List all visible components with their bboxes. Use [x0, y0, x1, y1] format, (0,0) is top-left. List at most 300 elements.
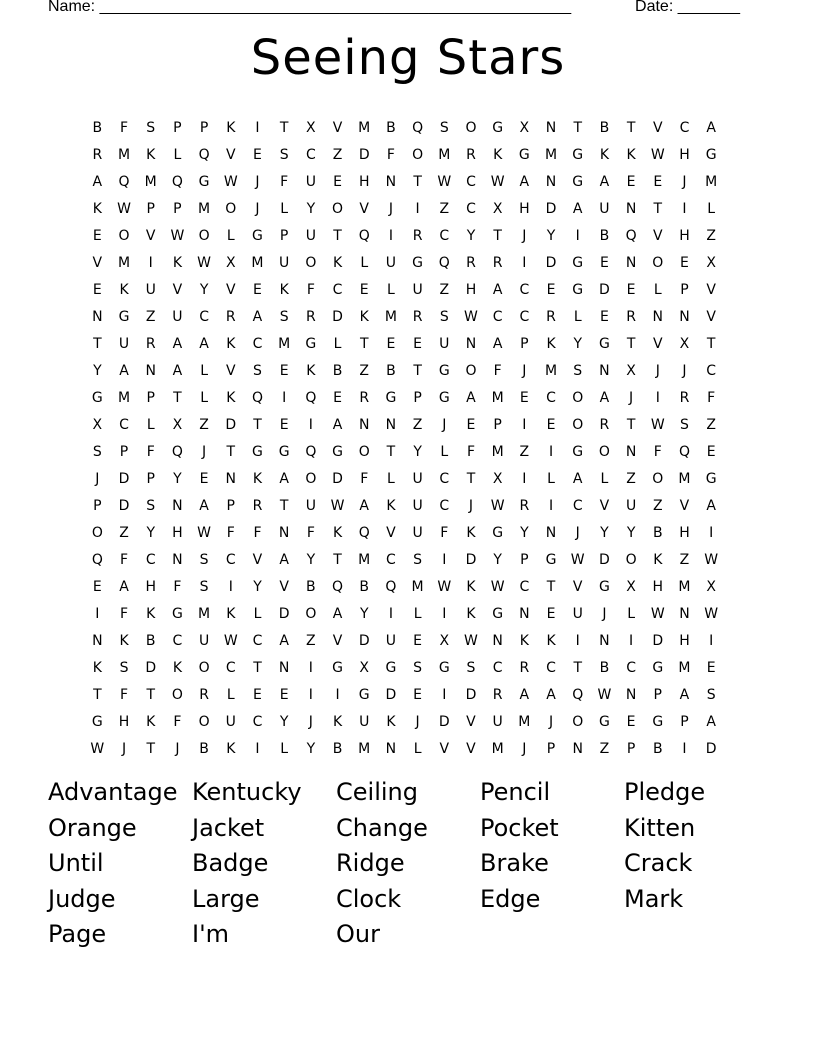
grid-cell: E — [333, 389, 342, 406]
grid-cell: K — [226, 389, 236, 406]
grid-cell: U — [492, 713, 503, 730]
grid-cell: Y — [173, 470, 182, 487]
grid-cell: S — [146, 119, 156, 136]
grid-cell: C — [332, 281, 343, 298]
word-bank-item: Pencil — [480, 778, 551, 806]
grid-cell: E — [706, 443, 716, 460]
grid-cell: N — [225, 470, 237, 487]
grid-cell: Q — [678, 443, 690, 460]
grid-cell: L — [440, 443, 449, 460]
grid-cell: O — [198, 713, 210, 730]
grid-cell: F — [120, 119, 129, 136]
grid-cell: K — [386, 713, 396, 730]
grid-cell: S — [413, 551, 423, 568]
grid-cell: C — [466, 200, 476, 217]
grid-cell: L — [253, 605, 262, 622]
grid-cell: O — [412, 146, 424, 163]
grid-cell: N — [545, 173, 557, 190]
grid-cell: M — [198, 200, 211, 217]
grid-cell: E — [519, 389, 529, 406]
grid-cell: N — [172, 497, 183, 514]
grid-cell: C — [492, 659, 503, 676]
grid-cell: G — [412, 254, 424, 271]
grid-cell: G — [492, 605, 504, 622]
grid-cell: W — [90, 740, 105, 757]
grid-cell: X — [626, 362, 636, 379]
grid-cell: O — [572, 713, 584, 730]
grid-cell: W — [704, 605, 719, 622]
grid-cell: D — [118, 470, 130, 487]
grid-cell: N — [385, 173, 397, 190]
grid-cell: Y — [413, 443, 422, 460]
grid-cell: B — [599, 119, 610, 136]
grid-cell: K — [466, 524, 476, 541]
grid-cell: M — [278, 335, 291, 352]
grid-cell: V — [92, 254, 103, 271]
grid-cell: J — [575, 524, 580, 541]
grid-cell: O — [465, 362, 477, 379]
grid-cell: M — [251, 254, 264, 271]
grid-cell: D — [332, 470, 343, 487]
grid-cell: N — [385, 740, 397, 757]
grid-cell: E — [626, 713, 636, 730]
grid-cell: V — [572, 578, 583, 595]
grid-cell: C — [172, 632, 183, 649]
grid-cell: P — [279, 227, 289, 244]
grid-cell: A — [252, 308, 263, 325]
grid-cell: I — [255, 740, 260, 757]
grid-cell: K — [226, 605, 236, 622]
grid-cell: A — [519, 173, 530, 190]
grid-cell: T — [253, 416, 262, 433]
grid-cell: W — [223, 173, 238, 190]
grid-cell: V — [145, 227, 156, 244]
grid-cell: D — [118, 497, 130, 514]
grid-cell: P — [146, 200, 155, 217]
grid-cell: P — [173, 119, 182, 136]
grid-cell: F — [360, 470, 369, 487]
grid-cell: Y — [466, 227, 476, 244]
grid-cell: K — [599, 146, 609, 163]
grid-cell: F — [280, 173, 289, 190]
grid-cell: X — [439, 632, 450, 649]
grid-cell: F — [120, 551, 129, 568]
grid-cell: Q — [198, 146, 210, 163]
grid-cell: K — [653, 551, 663, 568]
grid-cell: G — [438, 389, 450, 406]
grid-cell: V — [359, 200, 369, 217]
page-title: Seeing Stars — [250, 30, 566, 86]
grid-cell: W — [650, 605, 665, 622]
grid-cell: S — [279, 146, 289, 163]
grid-cell: M — [678, 470, 691, 487]
grid-cell: G — [171, 605, 183, 622]
grid-cell: E — [546, 605, 556, 622]
grid-cell: K — [466, 578, 476, 595]
grid-cell: K — [332, 713, 343, 730]
grid-cell: G — [118, 308, 130, 325]
grid-cell: A — [199, 335, 209, 352]
grid-cell: V — [172, 281, 183, 298]
grid-cell: S — [439, 119, 449, 136]
grid-cell: Z — [306, 632, 316, 649]
grid-cell: U — [412, 281, 423, 298]
grid-cell: I — [548, 443, 554, 460]
grid-cell: I — [255, 119, 260, 136]
grid-cell: Z — [439, 200, 450, 217]
grid-cell: E — [413, 632, 423, 649]
grid-cell: R — [626, 308, 636, 325]
grid-cell: B — [92, 119, 103, 136]
grid-cell: A — [199, 497, 209, 514]
grid-cell: P — [546, 740, 556, 757]
grid-cell: T — [653, 200, 663, 217]
grid-cell: W — [464, 308, 478, 325]
grid-cell: Y — [520, 524, 529, 541]
word-bank-item: Change — [336, 813, 428, 842]
grid-cell: D — [465, 551, 477, 568]
grid-cell: W — [570, 551, 585, 568]
grid-cell: I — [709, 524, 714, 541]
grid-cell: T — [546, 578, 556, 595]
grid-cell: W — [464, 632, 478, 649]
grid-cell: D — [358, 146, 370, 163]
grid-cell: L — [413, 605, 422, 622]
grid-cell: T — [493, 227, 502, 244]
grid-cell: S — [199, 551, 209, 568]
word-bank-item: Ceiling — [336, 778, 418, 806]
grid-cell: X — [706, 254, 716, 271]
grid-cell: T — [359, 335, 369, 352]
grid-cell: R — [546, 308, 556, 325]
grid-cell: A — [466, 389, 476, 406]
grid-cell: V — [599, 497, 610, 514]
grid-cell: E — [92, 578, 102, 595]
grid-cell: I — [522, 416, 527, 433]
grid-cell: M — [144, 173, 157, 190]
grid-cell: H — [679, 632, 690, 649]
word-bank-item: Crack — [624, 849, 693, 877]
grid-cell: D — [545, 200, 557, 217]
grid-cell: E — [253, 281, 262, 298]
grid-cell: Y — [306, 551, 316, 568]
grid-cell: C — [439, 470, 450, 487]
grid-cell: C — [519, 281, 530, 298]
grid-cell: O — [171, 686, 183, 703]
grid-cell: V — [252, 551, 263, 568]
grid-cell: K — [172, 254, 182, 271]
grid-cell: E — [359, 281, 369, 298]
grid-cell: O — [305, 605, 317, 622]
grid-cell: I — [522, 254, 527, 271]
grid-cell: I — [575, 632, 580, 649]
grid-cell: X — [492, 470, 503, 487]
grid-cell: X — [225, 254, 236, 271]
grid-cell: K — [332, 254, 343, 271]
grid-cell: C — [252, 335, 263, 352]
grid-cell: Y — [199, 281, 209, 298]
grid-cell: V — [652, 335, 663, 352]
grid-cell: K — [146, 605, 156, 622]
grid-cell: K — [226, 335, 236, 352]
grid-cell: C — [706, 362, 717, 379]
grid-cell: W — [490, 578, 505, 595]
grid-cell: E — [546, 281, 556, 298]
grid-cell: R — [492, 686, 503, 703]
grid-cell: O — [91, 524, 103, 541]
grid-cell: U — [412, 470, 423, 487]
grid-cell: D — [599, 551, 610, 568]
grid-cell: K — [146, 713, 156, 730]
grid-cell: W — [597, 686, 612, 703]
grid-cell: D — [385, 686, 397, 703]
grid-cell: P — [653, 686, 662, 703]
grid-cell: O — [332, 200, 344, 217]
grid-cell: E — [626, 173, 636, 190]
word-bank-item: Mark — [624, 884, 684, 913]
grid-cell: O — [305, 470, 317, 487]
grid-cell: G — [91, 713, 103, 730]
grid-cell: I — [575, 227, 580, 244]
grid-cell: Z — [706, 227, 716, 244]
grid-cell: J — [255, 200, 260, 217]
grid-cell: T — [573, 119, 582, 136]
grid-cell: Q — [305, 389, 317, 406]
grid-cell: E — [253, 146, 262, 163]
grid-cell: A — [172, 335, 183, 352]
grid-cell: X — [519, 119, 530, 136]
grid-cell: K — [92, 659, 102, 676]
grid-cell: E — [599, 254, 609, 271]
grid-cell: K — [279, 281, 289, 298]
grid-cell: J — [548, 713, 554, 730]
grid-cell: M — [358, 551, 371, 568]
grid-cell: B — [359, 578, 370, 595]
grid-cell: Q — [358, 227, 370, 244]
grid-cell: K — [546, 632, 556, 649]
grid-cell: N — [92, 308, 103, 325]
grid-cell: A — [279, 632, 289, 649]
grid-cell: Y — [146, 524, 155, 541]
grid-cell: I — [335, 686, 340, 703]
grid-cell: Z — [199, 416, 209, 433]
grid-cell: H — [358, 173, 370, 190]
word-bank-item: Jacket — [192, 813, 265, 842]
grid-cell: J — [255, 173, 260, 190]
grid-cell: G — [545, 551, 557, 568]
grid-cell: Z — [332, 146, 343, 163]
word-bank-item: Large — [192, 884, 260, 913]
grid-cell: G — [385, 389, 397, 406]
grid-cell: K — [226, 119, 236, 136]
grid-cell: C — [199, 308, 209, 325]
grid-cell: M — [678, 578, 691, 595]
grid-cell: E — [546, 416, 556, 433]
grid-cell: B — [332, 740, 343, 757]
grid-cell: X — [92, 416, 103, 433]
grid-cell: Q — [412, 119, 424, 136]
grid-cell: C — [119, 416, 129, 433]
letter-grid — [84, 114, 725, 762]
grid-cell: T — [93, 686, 102, 703]
grid-cell: M — [518, 713, 531, 730]
grid-cell: B — [652, 524, 663, 541]
grid-cell: L — [387, 281, 395, 298]
grid-cell: N — [599, 632, 610, 649]
grid-cell: A — [706, 713, 716, 730]
grid-cell: H — [679, 227, 690, 244]
grid-cell: N — [172, 551, 183, 568]
grid-cell: D — [145, 659, 157, 676]
grid-cell: N — [625, 443, 637, 460]
grid-cell: I — [442, 686, 447, 703]
grid-cell: N — [385, 416, 397, 433]
grid-cell: R — [599, 416, 610, 433]
grid-cell: D — [652, 632, 664, 649]
grid-cell: V — [679, 497, 690, 514]
grid-cell: G — [332, 443, 343, 460]
grid-cell: K — [332, 524, 343, 541]
grid-cell: A — [359, 497, 369, 514]
grid-cell: L — [547, 470, 555, 487]
grid-cell: S — [680, 416, 689, 433]
grid-cell: Q — [305, 443, 317, 460]
grid-cell: K — [519, 632, 529, 649]
grid-cell: A — [519, 686, 530, 703]
grid-cell: U — [279, 254, 290, 271]
grid-cell: E — [253, 686, 262, 703]
grid-cell: J — [522, 227, 527, 244]
grid-cell: H — [172, 524, 183, 541]
grid-cell: I — [522, 470, 527, 487]
grid-cell: L — [146, 416, 155, 433]
word-bank-item: Edge — [480, 884, 541, 913]
grid-cell: N — [625, 200, 637, 217]
grid-cell: U — [572, 605, 583, 622]
grid-cell: R — [519, 497, 530, 514]
grid-cell: P — [520, 551, 529, 568]
grid-cell: T — [413, 362, 422, 379]
word-bank-item: Pledge — [624, 778, 706, 806]
grid-cell: I — [709, 632, 714, 649]
grid-cell: D — [599, 281, 610, 298]
grid-cell: A — [279, 551, 289, 568]
grid-cell: B — [386, 119, 396, 136]
grid-cell: B — [599, 227, 610, 244]
grid-cell: Z — [599, 740, 610, 757]
grid-cell: N — [92, 632, 103, 649]
grid-cell: G — [652, 713, 664, 730]
grid-cell: L — [707, 200, 716, 217]
grid-cell: G — [305, 335, 317, 352]
grid-cell: M — [117, 389, 131, 406]
grid-cell: L — [413, 740, 422, 757]
grid-cell: C — [519, 308, 530, 325]
word-bank-item: Pocket — [480, 813, 559, 842]
grid-cell: J — [522, 362, 527, 379]
grid-cell: L — [600, 470, 609, 487]
grid-cell: A — [279, 470, 289, 487]
grid-cell: X — [492, 200, 503, 217]
grid-cell: I — [308, 659, 313, 676]
grid-cell: J — [175, 740, 180, 757]
grid-cell: N — [625, 254, 637, 271]
grid-cell: X — [626, 578, 636, 595]
grid-cell: W — [704, 551, 719, 568]
grid-cell: R — [466, 254, 476, 271]
grid-cell: A — [599, 389, 610, 406]
grid-cell: Z — [439, 281, 450, 298]
grid-cell: A — [492, 335, 503, 352]
grid-cell: P — [146, 389, 155, 406]
grid-cell: S — [253, 362, 262, 379]
grid-cell: P — [680, 281, 689, 298]
grid-cell: O — [305, 254, 317, 271]
grid-cell: L — [226, 686, 235, 703]
grid-cell: A — [599, 173, 610, 190]
word-bank-item: Clock — [336, 884, 402, 913]
grid-cell: Z — [706, 416, 716, 433]
grid-cell: Q — [572, 686, 584, 703]
grid-cell: G — [572, 173, 584, 190]
grid-cell: E — [279, 362, 289, 379]
grid-cell: C — [225, 551, 236, 568]
grid-cell: H — [652, 578, 664, 595]
grid-cell: Z — [412, 416, 423, 433]
grid-cell: X — [359, 659, 370, 676]
grid-cell: S — [706, 686, 716, 703]
grid-cell: G — [385, 659, 397, 676]
grid-cell: G — [492, 524, 504, 541]
grid-cell: U — [305, 497, 316, 514]
grid-cell: I — [655, 389, 660, 406]
grid-cell: Q — [332, 578, 344, 595]
grid-cell: Z — [652, 497, 663, 514]
grid-cell: S — [279, 308, 289, 325]
grid-cell: G — [518, 146, 530, 163]
grid-cell: L — [653, 281, 662, 298]
grid-cell: T — [413, 173, 422, 190]
grid-cell: A — [492, 281, 503, 298]
grid-cell: Y — [253, 578, 262, 595]
grid-cell: B — [386, 362, 396, 379]
grid-cell: N — [625, 686, 637, 703]
grid-cell: V — [706, 308, 716, 325]
grid-cell: G — [572, 443, 584, 460]
grid-cell: M — [117, 146, 131, 163]
grid-cell: P — [413, 389, 422, 406]
grid-cell: E — [279, 686, 289, 703]
grid-cell: T — [146, 740, 155, 757]
grid-cell: N — [358, 416, 370, 433]
grid-cell: J — [121, 740, 127, 757]
grid-cell: S — [199, 578, 209, 595]
grid-cell: S — [119, 659, 129, 676]
grid-cell: W — [437, 173, 452, 190]
grid-cell: V — [386, 524, 396, 541]
grid-cell: E — [680, 254, 689, 271]
grid-cell: R — [92, 146, 103, 163]
grid-cell: X — [706, 578, 716, 595]
grid-cell: U — [625, 497, 637, 514]
grid-cell: D — [705, 740, 717, 757]
grid-cell: G — [705, 470, 717, 487]
grid-cell: I — [282, 389, 287, 406]
grid-cell: C — [252, 632, 263, 649]
grid-cell: I — [548, 497, 554, 514]
grid-cell: Y — [493, 551, 502, 568]
grid-cell: V — [225, 146, 236, 163]
